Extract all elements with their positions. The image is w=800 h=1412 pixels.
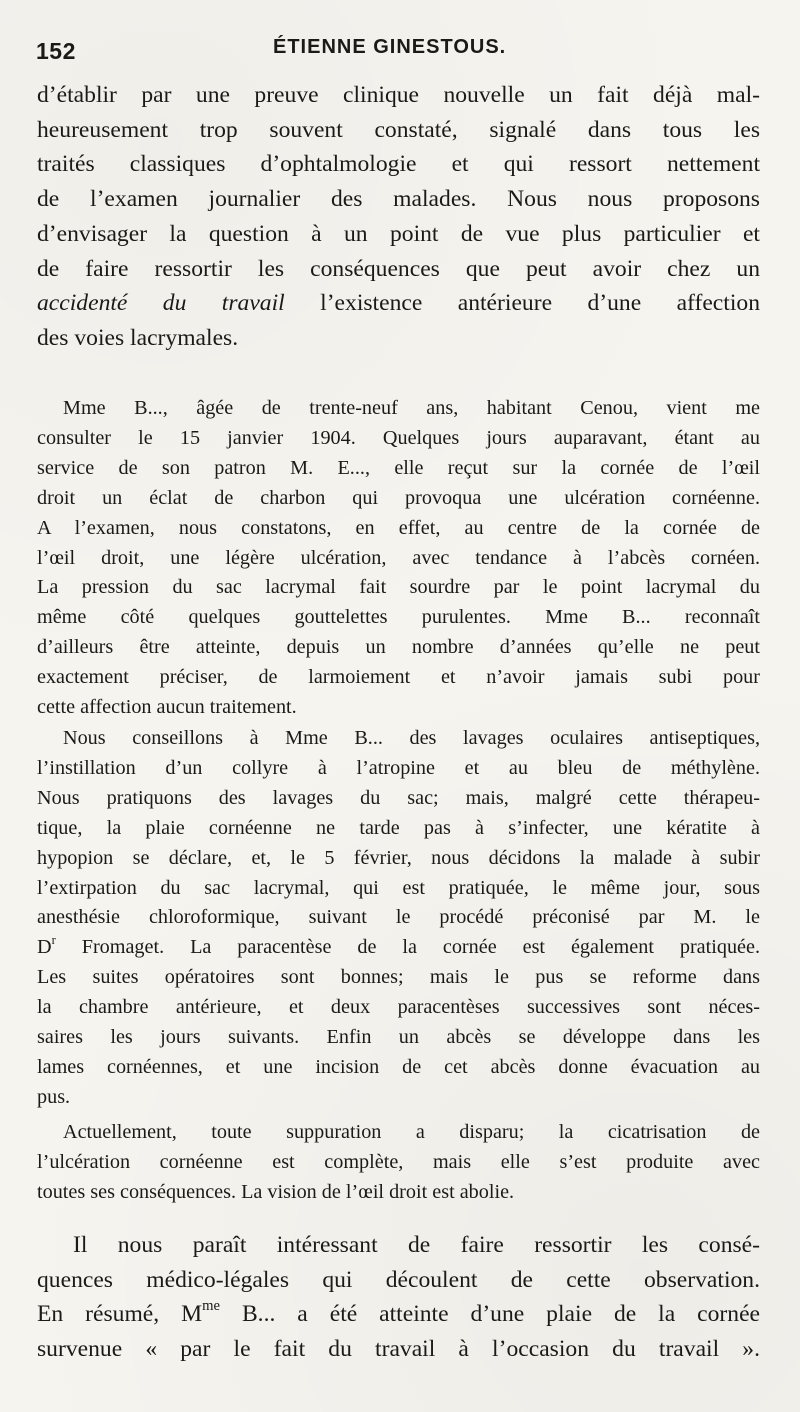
text-line-with-abbreviation [37,1297,760,1332]
text-line: service de son patron M. E..., elle reçut sur la cornée de l’œil [37,456,760,479]
text-line: d’établir par une preuve clinique nouvelle un fait déjà mal- [37,82,760,108]
text-line: cette affection aucun traitement. [37,696,297,719]
italic-phrase: accidenté du travail [37,290,285,317]
text-line-with-italic [37,286,760,321]
text-line: La pression du sac lacrymal fait sourdre par le point lacrymal du [37,576,760,599]
running-title: ÉTIENNE GINESTOUS. [273,36,507,58]
text-line: consulter le 15 janvier 1904. Quelques jours auparavant, étant au [37,426,760,449]
text-line: de l’examen journalier des malades. Nous nous proposons [37,186,760,213]
text-line: tique, la plaie cornéenne ne tarde pas à s’infecter, une kératite à [37,816,760,839]
text-line: exactement préciser, de larmoiement et n’avoir jamais subi pour [37,666,760,689]
text-line: toutes ses conséquences. La vision de l’œil droit est abolie. [37,1180,515,1203]
summary-prefix: En résumé, M [37,1301,203,1328]
text-line: Nous conseillons à Mme B... des lavages oculaires antiseptiques, [63,727,760,749]
text-line: de faire ressortir les conséquences que peut avoir chez un [37,255,760,282]
paragraph-outcome [37,1118,760,1208]
madame-superscript: me [202,1298,220,1315]
text-line: la chambre antérieure, et deux paracentèses successives sont néces- [37,996,760,1019]
text-line: saires les jours suivants. Enfin un abcès se développe dans les [37,1026,760,1049]
paragraph-intro [37,78,760,356]
doctor-superscript: r [51,932,56,947]
text-line: quences médico-légales qui découlent de cette observation. [37,1266,760,1293]
text-line-with-abbreviation [37,933,760,963]
text-line: Nous pratiquons des lavages du sac; mais, malgré cette thérapeu- [37,786,760,809]
text-line: droit un éclat de charbon qui provoqua une ulcération cornéenne. [37,486,760,509]
text-line: même côté quelques gouttelettes purulentes. Mme B... reconnaît [37,606,760,629]
running-head [36,30,756,70]
text-line: d’ailleurs être atteinte, depuis un nombre d’années qu’elle ne peut [37,636,760,659]
paragraph-observation [37,394,760,723]
text-line: Les suites opératoires sont bonnes; mais le pus se reforme dans [37,966,760,989]
text-line: des voies lacrymales. [37,324,239,351]
paragraph-treatment [37,724,760,1113]
text-line: survenue « par le fait du travail à l’occasion du travail ». [37,1336,760,1363]
text-line: lames cornéennes, et une incision de cet abcès donne évacuation au [37,1055,760,1078]
text-line: anesthésie chloroformique, suivant le procédé préconisé par M. le [37,906,760,929]
doctor-abbreviation: D [37,936,52,959]
text-line: traités classiques d’ophtalmologie et qui ressort nettement [37,151,760,178]
text-line: hypopion se déclare, et, le 5 février, nous décidons la malade à subir [37,846,760,869]
text-line: Actuellement, toute suppuration a disparu; la cicatrisation de [63,1121,760,1143]
page-number: 152 [36,38,76,64]
paragraph-conclusion [37,1228,760,1367]
text-line: Il nous paraît intéressant de faire ressortir les consé- [73,1232,760,1258]
text-line: l’extirpation du sac lacrymal, qui est pratiquée, le même jour, sous [37,876,760,899]
text-line: l’instillation d’un collyre à l’atropine et au bleu de méthylène. [37,756,760,779]
text-line: heureusement trop souvent constaté, signalé dans tous les [37,116,760,143]
text-line: A l’examen, nous constatons, en effet, au centre de la cornée de [37,516,760,539]
text-line: pus. [37,1085,71,1108]
text-fragment: l’existence antérieure d’une affection [320,290,760,317]
text-line: l’œil droit, une légère ulcération, avec tendance à l’abcès cornéen. [37,546,760,569]
text-line: l’ulcération cornéenne est complète, mais elle s’est produite avec [37,1150,760,1173]
text-fragment: B... a été atteinte d’une plaie de la cornée [241,1301,761,1328]
text-line: d’envisager la question à un point de vue plus particulier et [37,220,760,247]
text-line: Mme B..., âgée de trente-neuf ans, habitant Cenou, vient me [63,397,760,419]
text-fragment: Fromaget. La paracentèse de la cornée est également pratiquée. [81,936,761,959]
